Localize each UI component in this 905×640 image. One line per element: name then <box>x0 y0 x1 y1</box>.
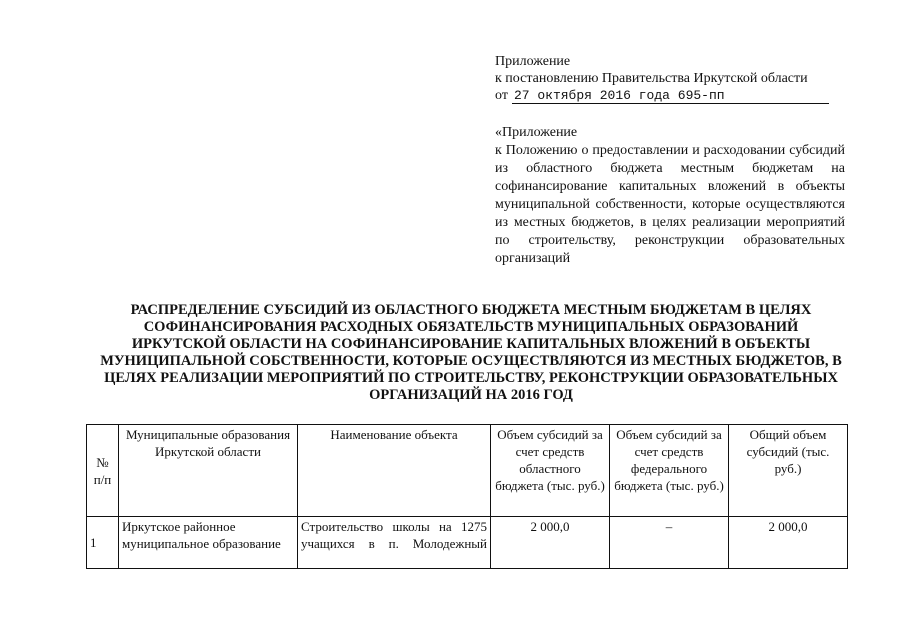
table-header-row <box>87 425 848 517</box>
row-num: 1 <box>87 517 119 569</box>
regulation-reference <box>495 124 845 268</box>
header-object: Наименование объекта <box>298 425 491 517</box>
appendix-from-prefix: от <box>495 88 508 103</box>
row-federal-amount: – <box>610 517 729 569</box>
header-num: № п/п <box>87 425 119 517</box>
row-municipality: Иркутское районное муниципальное образование <box>119 517 298 569</box>
appendix-label: Приложение <box>495 54 571 69</box>
appendix-date-number: 27 октября 2016 года 695-пп <box>512 88 829 104</box>
header-total: Общий объем субсидий (тыс. руб.) <box>729 425 848 517</box>
row-regional-amount: 2 000,0 <box>491 517 610 569</box>
regulation-label: «Приложение <box>495 125 578 140</box>
header-municipality: Муниципальные образования Иркутской области <box>119 425 298 517</box>
table-row <box>87 517 848 569</box>
document-title: РАСПРЕДЕЛЕНИЕ СУБСИДИЙ ИЗ ОБЛАСТНОГО БЮДЖЕТА МЕСТНЫМ БЮДЖЕТАМ В ЦЕЛЯХ СОФИНАНСИРОВАНИЯ РАСХОДНЫХ ОБЯЗАТЕЛЬСТВ МУНИЦИПАЛЬНЫХ ОБРАЗОВАНИЙ ИРКУТСКОЙ ОБЛАСТИ НА СОФИНАНСИРОВАНИЕ КАПИТАЛЬНЫХ ВЛОЖЕНИЙ В ОБЪЕКТЫ МУНИЦИПАЛЬНОЙ СОБСТВЕННОСТИ, КОТОРЫЕ ОСУЩЕСТВЛЯЮТСЯ ИЗ МЕСТНЫХ БЮДЖЕТОВ, В ЦЕЛЯХ РЕАЛИЗАЦИИ МЕРОПРИЯТИЙ ПО СТРОИТЕЛЬСТВУ, РЕКОНСТРУКЦИИ ОБРАЗОВАТЕЛЬНЫХ ОРГАНИЗАЦИЙ НА 2016 ГОД <box>100 302 842 403</box>
header-federal: Объем субсидий за счет средств федерального бюджета (тыс. руб.) <box>610 425 729 517</box>
header-regional: Объем субсидий за счет средств областного бюджета (тыс. руб.) <box>491 425 610 517</box>
row-total-amount: 2 000,0 <box>729 517 848 569</box>
appendix-date-line <box>495 87 855 104</box>
appendix-resolution-line: к постановлению Правительства Иркутской области <box>495 71 808 86</box>
row-object: Строительство школы на 1275 учащихся в п. Молодежный <box>298 517 491 569</box>
subsidy-table <box>86 424 848 569</box>
regulation-text: к Положению о предоставлении и расходовании субсидий из областного бюджета местным бюджетам на софинансирование капитальных вложений в объекты муниципальной собственности, которые осуществляются из местных бюджетов, в целях реализации мероприятий по строительству, реконструкции образовательных организаций <box>495 143 845 266</box>
appendix-header <box>495 53 855 104</box>
